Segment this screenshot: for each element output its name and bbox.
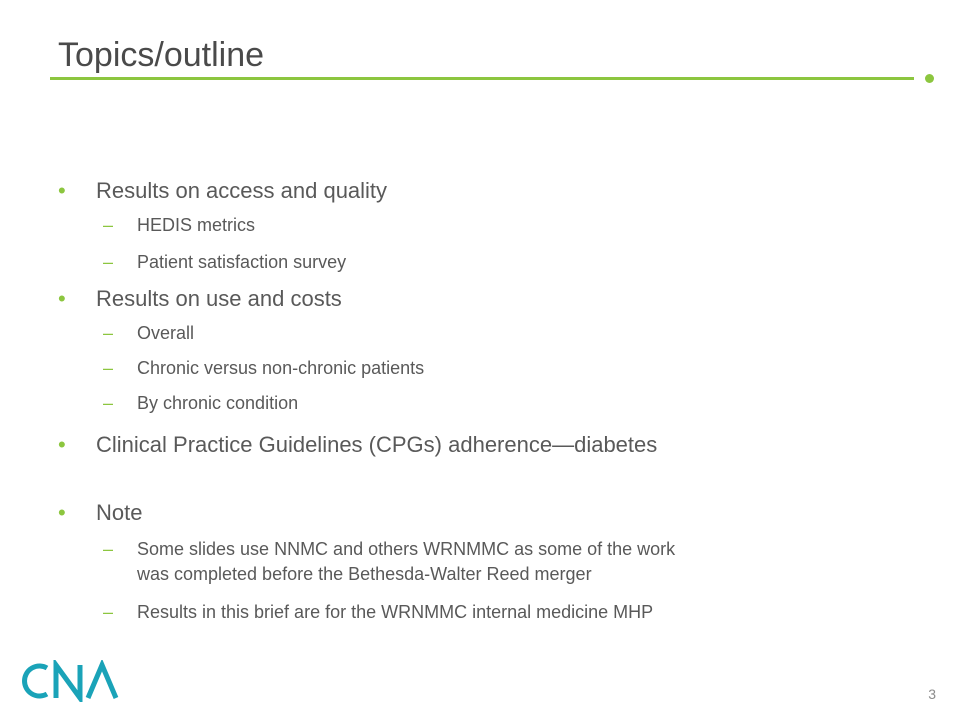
dash-icon: –: [103, 539, 114, 559]
sub-list-item: [103, 391, 299, 416]
sub-list-item: [103, 600, 654, 625]
sub-list-item: [103, 250, 347, 275]
list-item-text: Note: [96, 500, 143, 525]
cna-logo: [20, 660, 120, 702]
sub-list-item-text: Overall: [137, 323, 195, 343]
sub-list-item: [103, 537, 697, 587]
dash-icon: –: [103, 252, 114, 272]
list-item: [58, 432, 658, 458]
dash-icon: –: [103, 215, 114, 235]
bullet-icon: •: [58, 500, 66, 525]
bullet-icon: •: [58, 178, 66, 203]
dash-icon: –: [103, 602, 114, 622]
list-item: [58, 500, 143, 526]
list-item: [58, 178, 388, 204]
sub-list-item-text: Chronic versus non-chronic patients: [137, 358, 425, 378]
title-accent-dot: [925, 74, 934, 83]
sub-list-item-text: By chronic condition: [137, 393, 299, 413]
slide-title: Topics/outline: [58, 36, 265, 74]
sub-list-item-text: Patient satisfaction survey: [137, 252, 347, 272]
list-item-text: Clinical Practice Guidelines (CPGs) adherence—diabetes: [96, 432, 658, 457]
list-item: [58, 286, 342, 312]
bullet-icon: •: [58, 286, 66, 311]
list-item-text: Results on access and quality: [96, 178, 388, 203]
dash-icon: –: [103, 323, 114, 343]
sub-list-item-text: Some slides use NNMC and others WRNMMC as some of the work was completed before the Bethesda-Walter Reed merger: [137, 539, 676, 584]
sub-list-item: [103, 321, 195, 346]
title-underline: [50, 77, 914, 80]
sub-list-item: [103, 356, 425, 381]
dash-icon: –: [103, 358, 114, 378]
dash-icon: –: [103, 393, 114, 413]
sub-list-item-text: HEDIS metrics: [137, 215, 256, 235]
page-number: 3: [928, 686, 936, 702]
bullet-icon: •: [58, 432, 66, 457]
sub-list-item-text: Results in this brief are for the WRNMMC internal medicine MHP: [137, 602, 654, 622]
sub-list-item: [103, 213, 256, 238]
list-item-text: Results on use and costs: [96, 286, 342, 311]
